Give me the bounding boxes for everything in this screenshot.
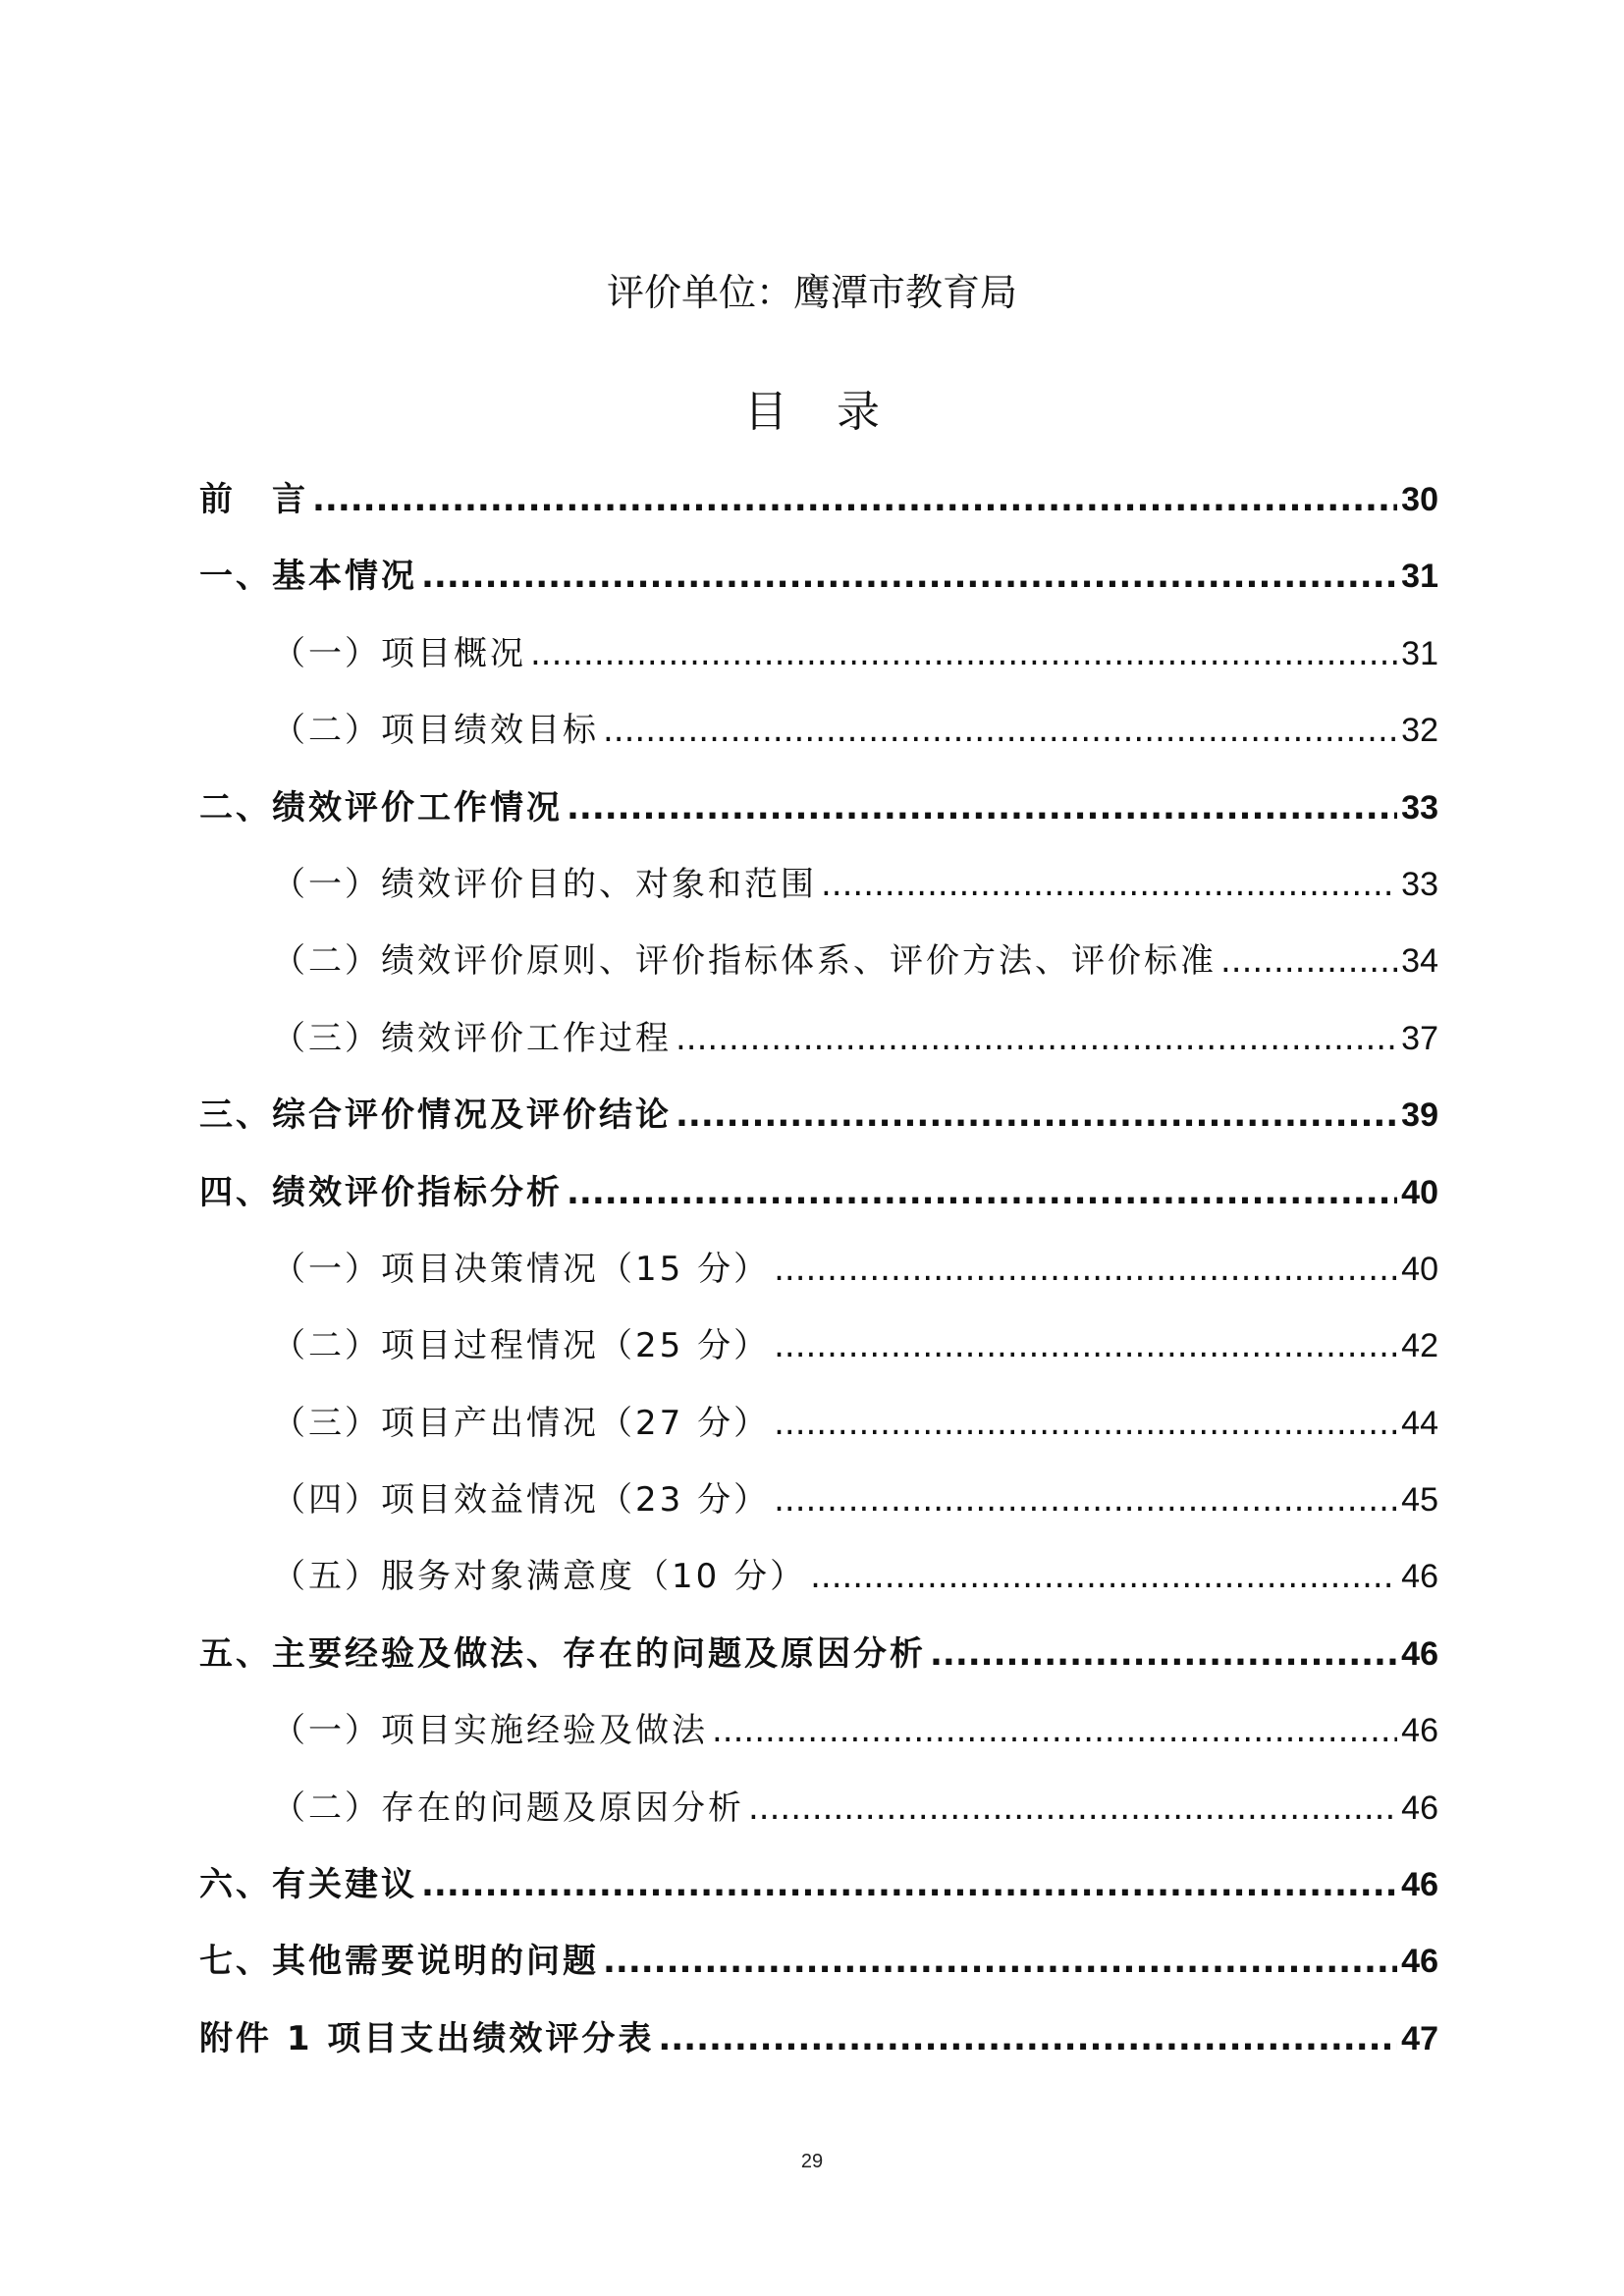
toc-entry[interactable] — [199, 1462, 1438, 1538]
toc-entry[interactable] — [199, 461, 1438, 538]
toc-entry-page: 46 — [1401, 1866, 1438, 1904]
toc-entry-page: 31 — [1401, 558, 1438, 596]
toc-entry[interactable] — [199, 2001, 1438, 2077]
toc-entry-page: 32 — [1401, 712, 1438, 750]
toc-entry[interactable] — [199, 1770, 1438, 1846]
toc-entry-page: 39 — [1401, 1096, 1438, 1135]
toc-entry-page: 42 — [1401, 1327, 1438, 1365]
toc-leader-dots — [530, 615, 1397, 692]
toc-entry-page: 37 — [1401, 1019, 1438, 1057]
toc-entry-text: 一、基本情况 — [199, 557, 417, 597]
toc-entry[interactable] — [199, 923, 1438, 999]
toc-entry-page: 40 — [1401, 1173, 1438, 1211]
toc-leader-dots — [774, 1462, 1397, 1538]
toc-entry-page: 31 — [1401, 634, 1438, 672]
toc-entry-page: 46 — [1401, 1789, 1438, 1827]
toc-leader-dots — [603, 1923, 1397, 2000]
toc-entry-page: 45 — [1401, 1481, 1438, 1520]
toc-entry-text: （四）项目效益情况（23 分） — [272, 1480, 771, 1521]
toc-entry-text: 三、综合评价情况及评价结论 — [199, 1095, 672, 1136]
toc-entry[interactable] — [199, 846, 1438, 923]
toc-entry-page: 34 — [1401, 942, 1438, 981]
toc-leader-dots — [774, 1308, 1397, 1384]
toc-leader-dots — [712, 1692, 1397, 1769]
toc-leader-dots — [676, 1000, 1397, 1077]
toc-entry-page: 33 — [1401, 788, 1438, 827]
toc-entry[interactable] — [199, 615, 1438, 692]
toc-entry-text: （五）服务对象满意度（10 分） — [272, 1557, 807, 1597]
toc-entry-page: 33 — [1401, 865, 1438, 903]
toc-entry[interactable] — [199, 1231, 1438, 1308]
toc-leader-dots — [567, 1154, 1397, 1231]
toc-entry[interactable] — [199, 538, 1438, 614]
toc-entry[interactable] — [199, 1923, 1438, 2000]
toc-entry-text: （一）绩效评价目的、对象和范围 — [272, 864, 817, 904]
toc-entry-page: 46 — [1401, 1558, 1438, 1596]
toc-entry-text: （三）绩效评价工作过程 — [272, 1018, 672, 1058]
toc-entry[interactable] — [199, 1154, 1438, 1231]
toc-entry-text: （一）项目决策情况（15 分） — [272, 1249, 771, 1289]
toc-entry[interactable] — [199, 1692, 1438, 1769]
toc-entry[interactable] — [199, 1077, 1438, 1153]
toc-leader-dots — [1220, 923, 1397, 999]
toc-entry-text: 六、有关建议 — [199, 1865, 417, 1905]
toc-entry-text: （二）绩效评价原则、评价指标体系、评价方法、评价标准 — [272, 941, 1217, 982]
toc-leader-dots — [821, 846, 1397, 923]
page-number: 29 — [800, 2151, 824, 2172]
toc-entry-text: （三）项目产出情况（27 分） — [272, 1403, 771, 1443]
toc-entry-text: 附件 1 项目支出绩效评分表 — [199, 2018, 655, 2058]
toc-entry-page: 40 — [1401, 1250, 1438, 1288]
table-of-contents — [199, 461, 1438, 2077]
toc-leader-dots — [421, 538, 1397, 614]
toc-leader-dots — [676, 1077, 1397, 1153]
toc-title: 目 录 — [744, 387, 897, 437]
toc-entry-text: 五、主要经验及做法、存在的问题及原因分析 — [199, 1633, 926, 1674]
toc-entry-text: （一）项目概况 — [272, 633, 526, 673]
toc-entry[interactable] — [199, 1846, 1438, 1923]
toc-leader-dots — [930, 1616, 1397, 1692]
toc-entry-page: 30 — [1401, 481, 1438, 518]
evaluation-unit-line: 评价单位：鹰潭市教育局 — [606, 271, 1017, 314]
toc-entry[interactable] — [199, 1385, 1438, 1462]
toc-leader-dots — [810, 1538, 1397, 1615]
toc-entry-page: 44 — [1401, 1404, 1438, 1442]
toc-entry-page: 46 — [1401, 1712, 1438, 1750]
toc-entry-text: 二、绩效评价工作情况 — [199, 787, 563, 828]
toc-leader-dots — [774, 1385, 1397, 1462]
toc-entry-text: （二）项目过程情况（25 分） — [272, 1326, 771, 1366]
toc-entry[interactable] — [199, 1000, 1438, 1077]
toc-entry[interactable] — [199, 770, 1438, 846]
toc-entry-page: 46 — [1401, 1943, 1438, 1981]
toc-leader-dots — [748, 1770, 1397, 1846]
toc-entry-text: （二）存在的问题及原因分析 — [272, 1788, 744, 1828]
toc-entry-text: （一）项目实施经验及做法 — [272, 1711, 708, 1751]
toc-entry-page: 47 — [1401, 2019, 1438, 2057]
toc-leader-dots — [312, 461, 1397, 538]
toc-entry[interactable] — [199, 1616, 1438, 1692]
toc-leader-dots — [774, 1231, 1397, 1308]
toc-leader-dots — [658, 2001, 1397, 2077]
toc-entry-text: 四、绩效评价指标分析 — [199, 1172, 563, 1212]
toc-entry-text: （二）项目绩效目标 — [272, 711, 599, 751]
toc-leader-dots — [567, 770, 1397, 846]
toc-leader-dots — [603, 692, 1397, 769]
toc-entry[interactable] — [199, 1308, 1438, 1384]
toc-entry[interactable] — [199, 1538, 1438, 1615]
toc-entry-text: 七、其他需要说明的问题 — [199, 1942, 599, 1982]
toc-entry-page: 46 — [1401, 1634, 1438, 1673]
toc-leader-dots — [421, 1846, 1397, 1923]
toc-entry[interactable] — [199, 692, 1438, 769]
toc-entry-text: 前 言 — [199, 480, 308, 519]
